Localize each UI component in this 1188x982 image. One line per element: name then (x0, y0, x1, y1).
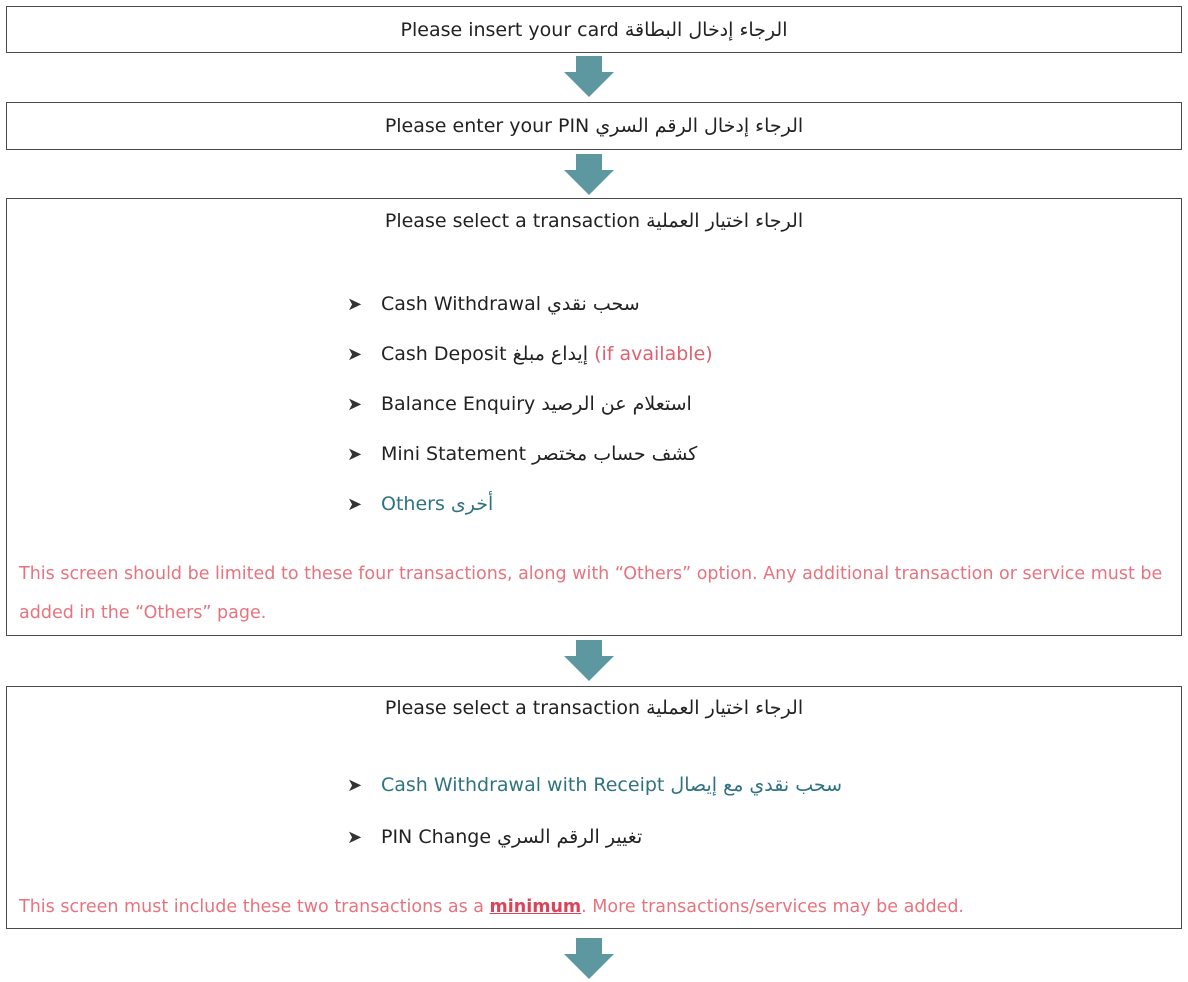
menu-item-label: Cash Deposit إيداع مبلغ (381, 343, 589, 365)
step-enter-pin-title: Please enter your PIN الرجاء إدخال الرقم السري (384, 115, 804, 137)
flow-arrow-1 (563, 56, 615, 98)
menu-item-pin-change[interactable] (347, 811, 842, 863)
menu-item-mini-statement[interactable] (347, 429, 713, 479)
chevron-right-icon: ➤ (347, 443, 363, 465)
chevron-right-icon: ➤ (347, 774, 363, 796)
screen-minimum-footnote (19, 888, 1173, 927)
chevron-right-icon: ➤ (347, 293, 363, 315)
screen-limit-footnote: This screen should be limited to these four transactions, along with “Others” option. Any additional transaction or service must be added in the “Others” page. (19, 564, 1163, 623)
step-select-transaction-box (6, 198, 1182, 636)
step-select-transaction-title: Please select a transaction الرجاء اختيار العملية (384, 210, 804, 232)
menu-item-label: PIN Change تغيير الرقم السري (381, 826, 643, 848)
flow-arrow-2 (563, 154, 615, 196)
flow-arrow-3 (563, 640, 615, 682)
flow-arrow-4 (563, 938, 615, 980)
transaction-menu-2 (347, 759, 842, 863)
step-insert-card-title: Please insert your card الرجاء إدخال البطاقة (400, 18, 788, 41)
step-enter-pin-box (6, 102, 1182, 150)
availability-note: (if available) (594, 343, 713, 365)
chevron-right-icon: ➤ (347, 343, 363, 365)
menu-item-balance-enquiry[interactable] (347, 379, 713, 429)
footnote-emphasis: minimum (489, 897, 582, 917)
footnote-text-after: . More transactions/services may be added. (581, 897, 964, 917)
step-select-transaction-box-2 (6, 686, 1182, 929)
step-insert-card-box (6, 6, 1182, 53)
menu-item-label: Mini Statement كشف حساب مختصر (381, 443, 698, 465)
transaction-menu (347, 279, 713, 529)
menu-item-label: Cash Withdrawal with Receipt سحب نقدي مع إيصال (381, 774, 843, 796)
footnote-text-before: This screen must include these two transactions as a (19, 897, 490, 917)
menu-item-label: Balance Enquiry استعلام عن الرصيد (381, 393, 692, 415)
chevron-right-icon: ➤ (347, 393, 363, 415)
menu-item-others[interactable] (347, 479, 713, 529)
chevron-right-icon: ➤ (347, 826, 363, 848)
menu-item-cash-withdrawal-receipt[interactable] (347, 759, 842, 811)
chevron-right-icon: ➤ (347, 493, 363, 515)
step-select-transaction-title-2: Please select a transaction الرجاء اختيار العملية (384, 697, 804, 719)
menu-item-label: Cash Withdrawal سحب نقدي (381, 293, 640, 315)
menu-item-cash-withdrawal[interactable] (347, 279, 713, 329)
menu-item-cash-deposit[interactable] (347, 329, 713, 379)
menu-item-label: Others أخرى (381, 493, 494, 515)
